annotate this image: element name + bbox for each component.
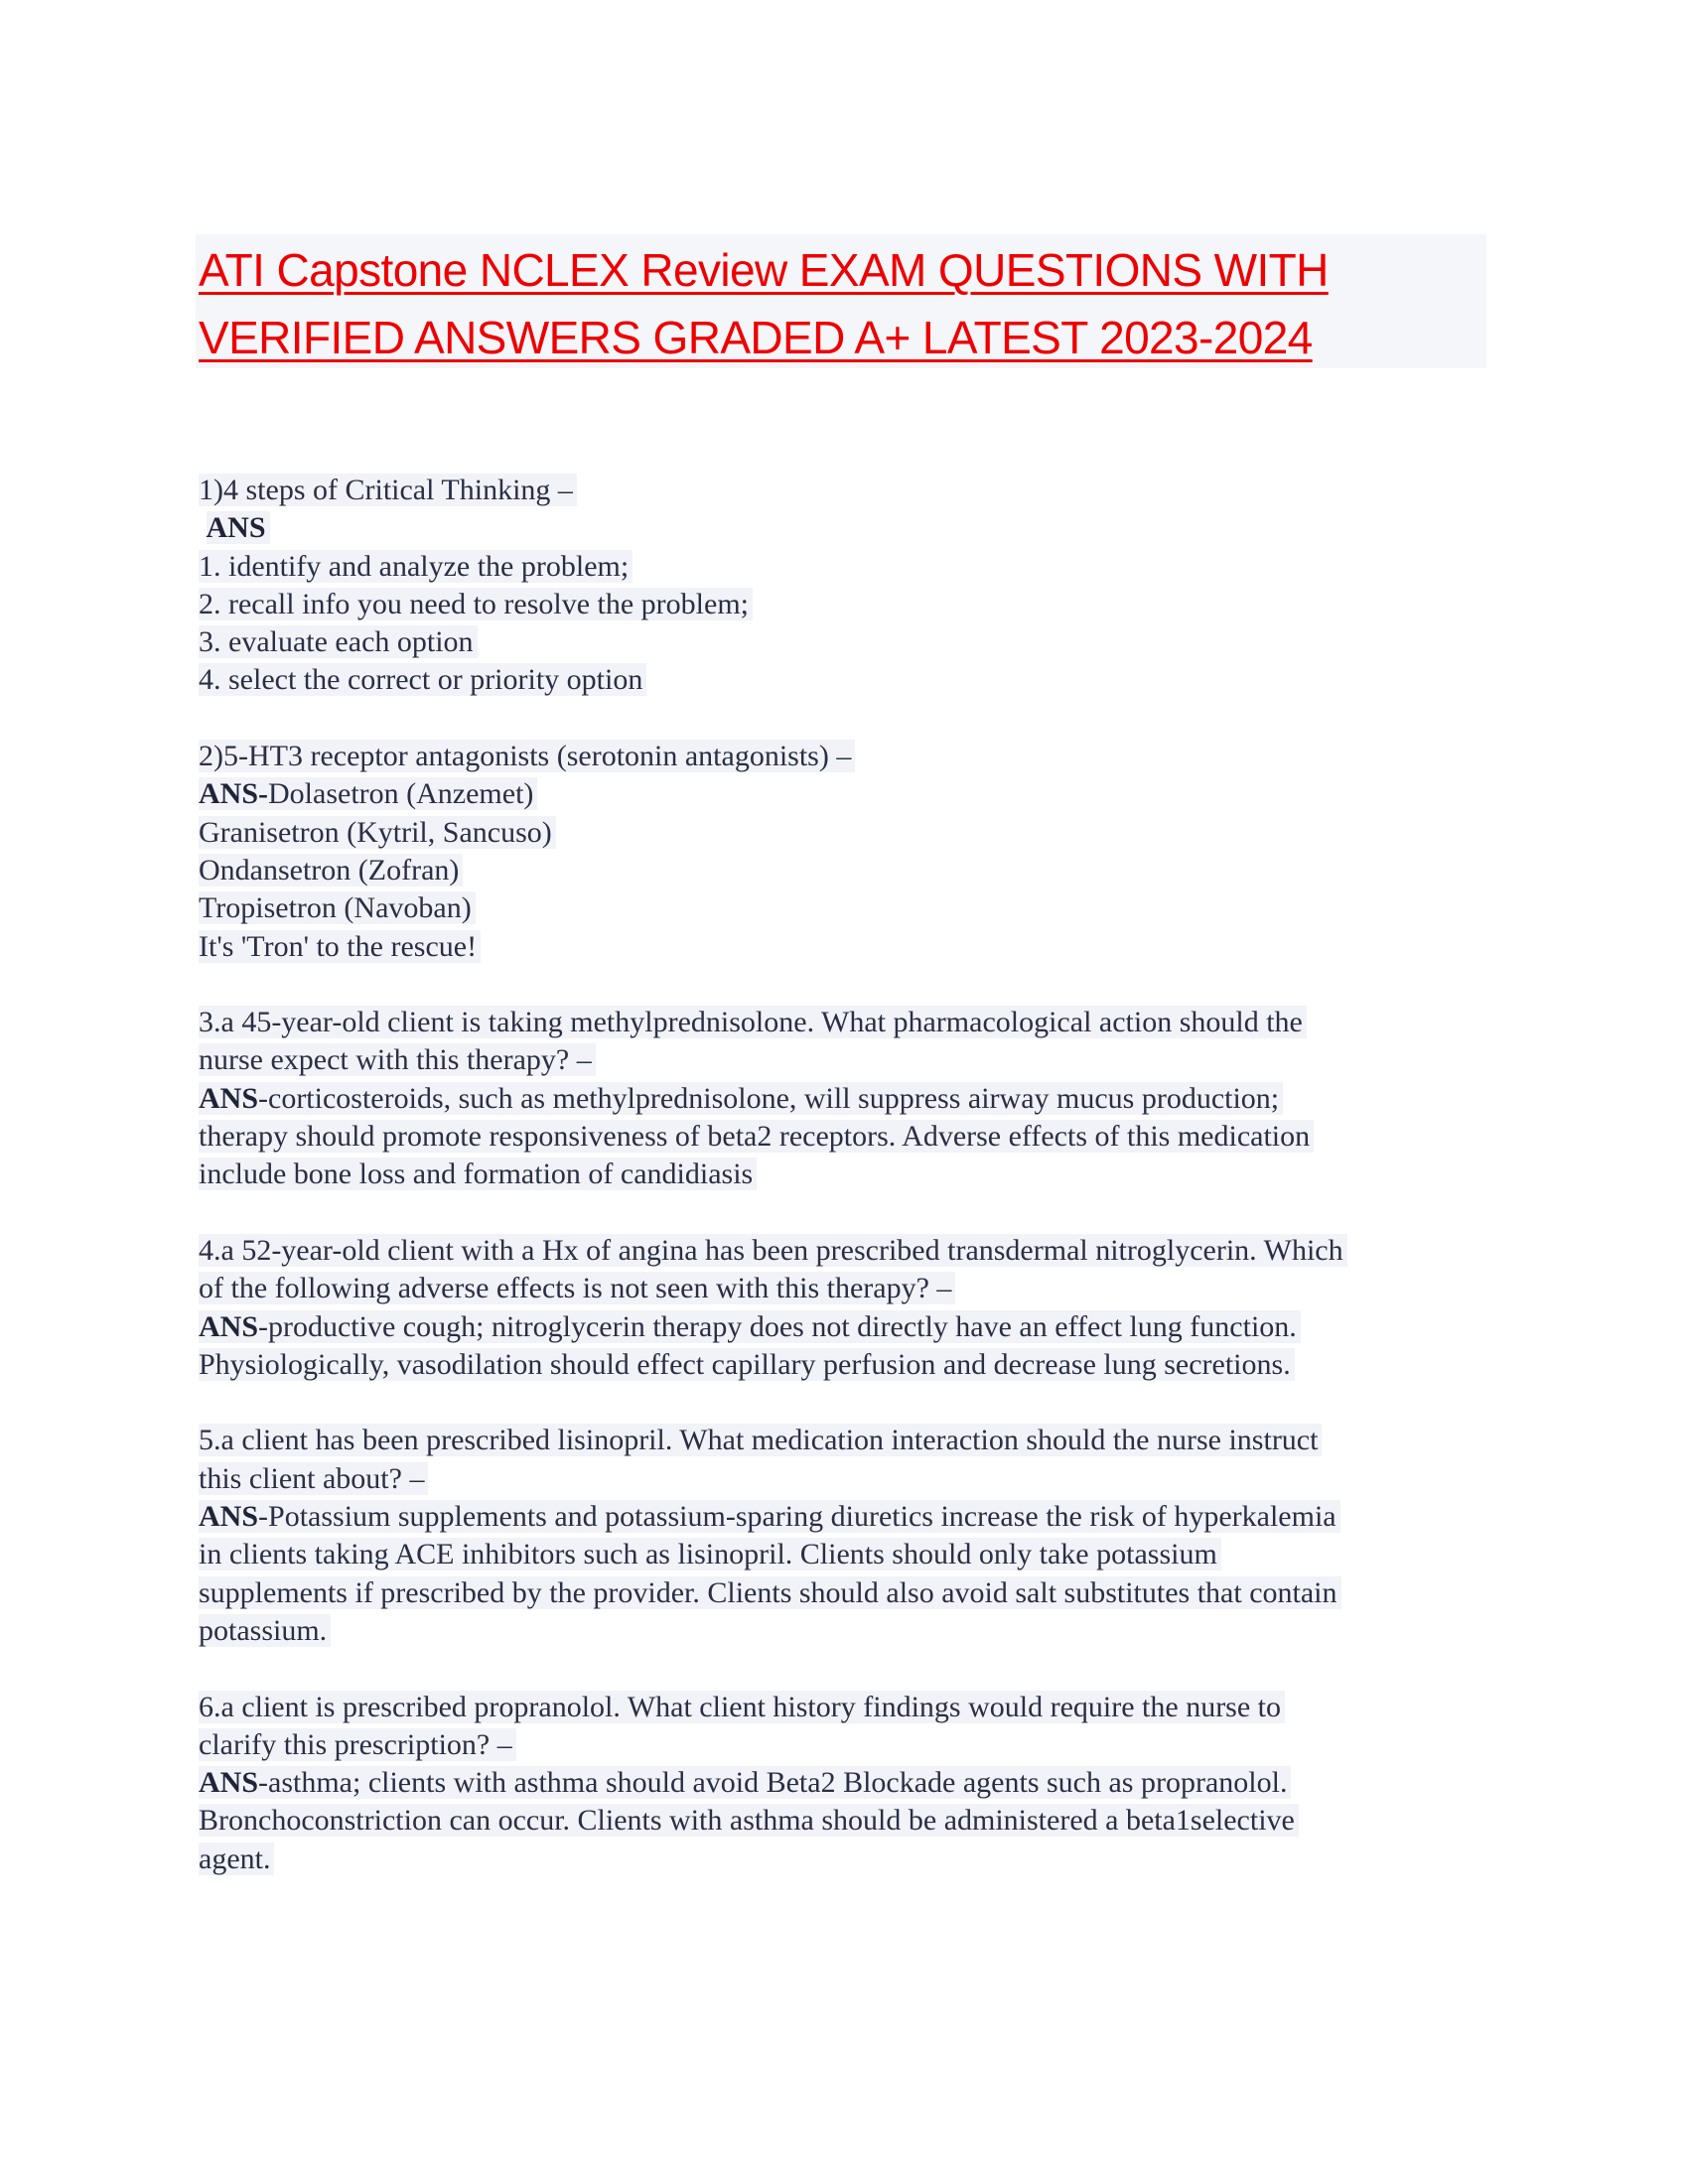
qa-item-6 (199, 1689, 1489, 1878)
question-text: 3.a 45-year-old client is taking methylprednisolone. What pharmacological action should the (199, 1006, 1307, 1038)
answer-text: 2. recall info you need to resolve the problem; (199, 588, 753, 620)
answer-text: Dolasetron (Anzemet) (268, 777, 534, 811)
answer-text: include bone loss and formation of candidiasis (199, 1158, 757, 1190)
qa-item-2 (199, 738, 1489, 966)
answer-text: 1. identify and analyze the problem; (199, 550, 633, 583)
answer-text: Physiologically, vasodilation should effect capillary perfusion and decrease lung secretions. (199, 1348, 1295, 1381)
qa-item-4 (199, 1232, 1489, 1384)
answer-text: -asthma; clients with asthma should avoid Beta2 Blockade agents such as propranolol. (258, 1766, 1288, 1800)
question-text: 4.a 52-year-old client with a Hx of angina has been prescribed transdermal nitroglycerin. Which (199, 1234, 1347, 1267)
document-title-line-1: ATI Capstone NCLEX Review EXAM QUESTIONS WITH (199, 244, 1329, 296)
ans-label: ANS (199, 1500, 259, 1534)
ans-label: ANS- (199, 777, 269, 811)
answer-text: potassium. (199, 1614, 331, 1647)
answer-text: 4. select the correct or priority option (199, 663, 646, 696)
answer-text: Tropisetron (Navoban) (199, 891, 476, 924)
answer-text: -Potassium supplements and potassium-sparing diuretics increase the risk of hyperkalemia (258, 1500, 1336, 1534)
qa-item-1 (199, 472, 1489, 700)
answer-text: Ondansetron (Zofran) (199, 854, 463, 887)
question-text: nurse expect with this therapy? – (199, 1043, 596, 1076)
document-title-line-2: VERIFIED ANSWERS GRADED A+ LATEST 2023-2024 (199, 312, 1313, 363)
answer-text: It's 'Tron' to the rescue! (199, 930, 481, 963)
question-text: 6.a client is prescribed propranolol. What client history findings would require the nurse to (199, 1691, 1285, 1723)
answer-text: in clients taking ACE inhibitors such as lisinopril. Clients should only take potassium (199, 1538, 1221, 1570)
question-text: of the following adverse effects is not seen with this therapy? – (199, 1272, 955, 1304)
ans-label: ANS (207, 511, 270, 544)
answer-text: -productive cough; nitroglycerin therapy does not directly have an effect lung function. (258, 1309, 1297, 1343)
answer-text: Bronchoconstriction can occur. Clients with asthma should be administered a beta1selective (199, 1804, 1299, 1837)
qa-item-5 (199, 1422, 1489, 1650)
question-text: clarify this prescription? – (199, 1728, 516, 1761)
answer-text: therapy should promote responsiveness of beta2 receptors. Adverse effects of this medication (199, 1120, 1314, 1153)
question-text: 1)4 steps of Critical Thinking – (199, 474, 577, 506)
answer-text: Granisetron (Kytril, Sancuso) (199, 816, 556, 849)
ans-label: ANS (199, 1309, 259, 1343)
answer-text: 3. evaluate each option (199, 625, 478, 658)
answer-text: agent. (199, 1843, 274, 1875)
question-text: this client about? – (199, 1462, 428, 1495)
answer-text: supplements if prescribed by the provider. Clients should also avoid salt substitutes that contain (199, 1576, 1341, 1609)
ans-label: ANS (199, 1766, 259, 1800)
ans-label: ANS (199, 1081, 259, 1115)
qa-item-3 (199, 1004, 1489, 1193)
question-text: 5.a client has been prescribed lisinopril. What medication interaction should the nurse instruct (199, 1424, 1322, 1456)
question-text: 2)5-HT3 receptor antagonists (serotonin antagonists) – (199, 740, 855, 772)
qa-content (199, 472, 1489, 1878)
answer-text: -corticosteroids, such as methylprednisolone, will suppress airway mucus production; (258, 1081, 1280, 1115)
